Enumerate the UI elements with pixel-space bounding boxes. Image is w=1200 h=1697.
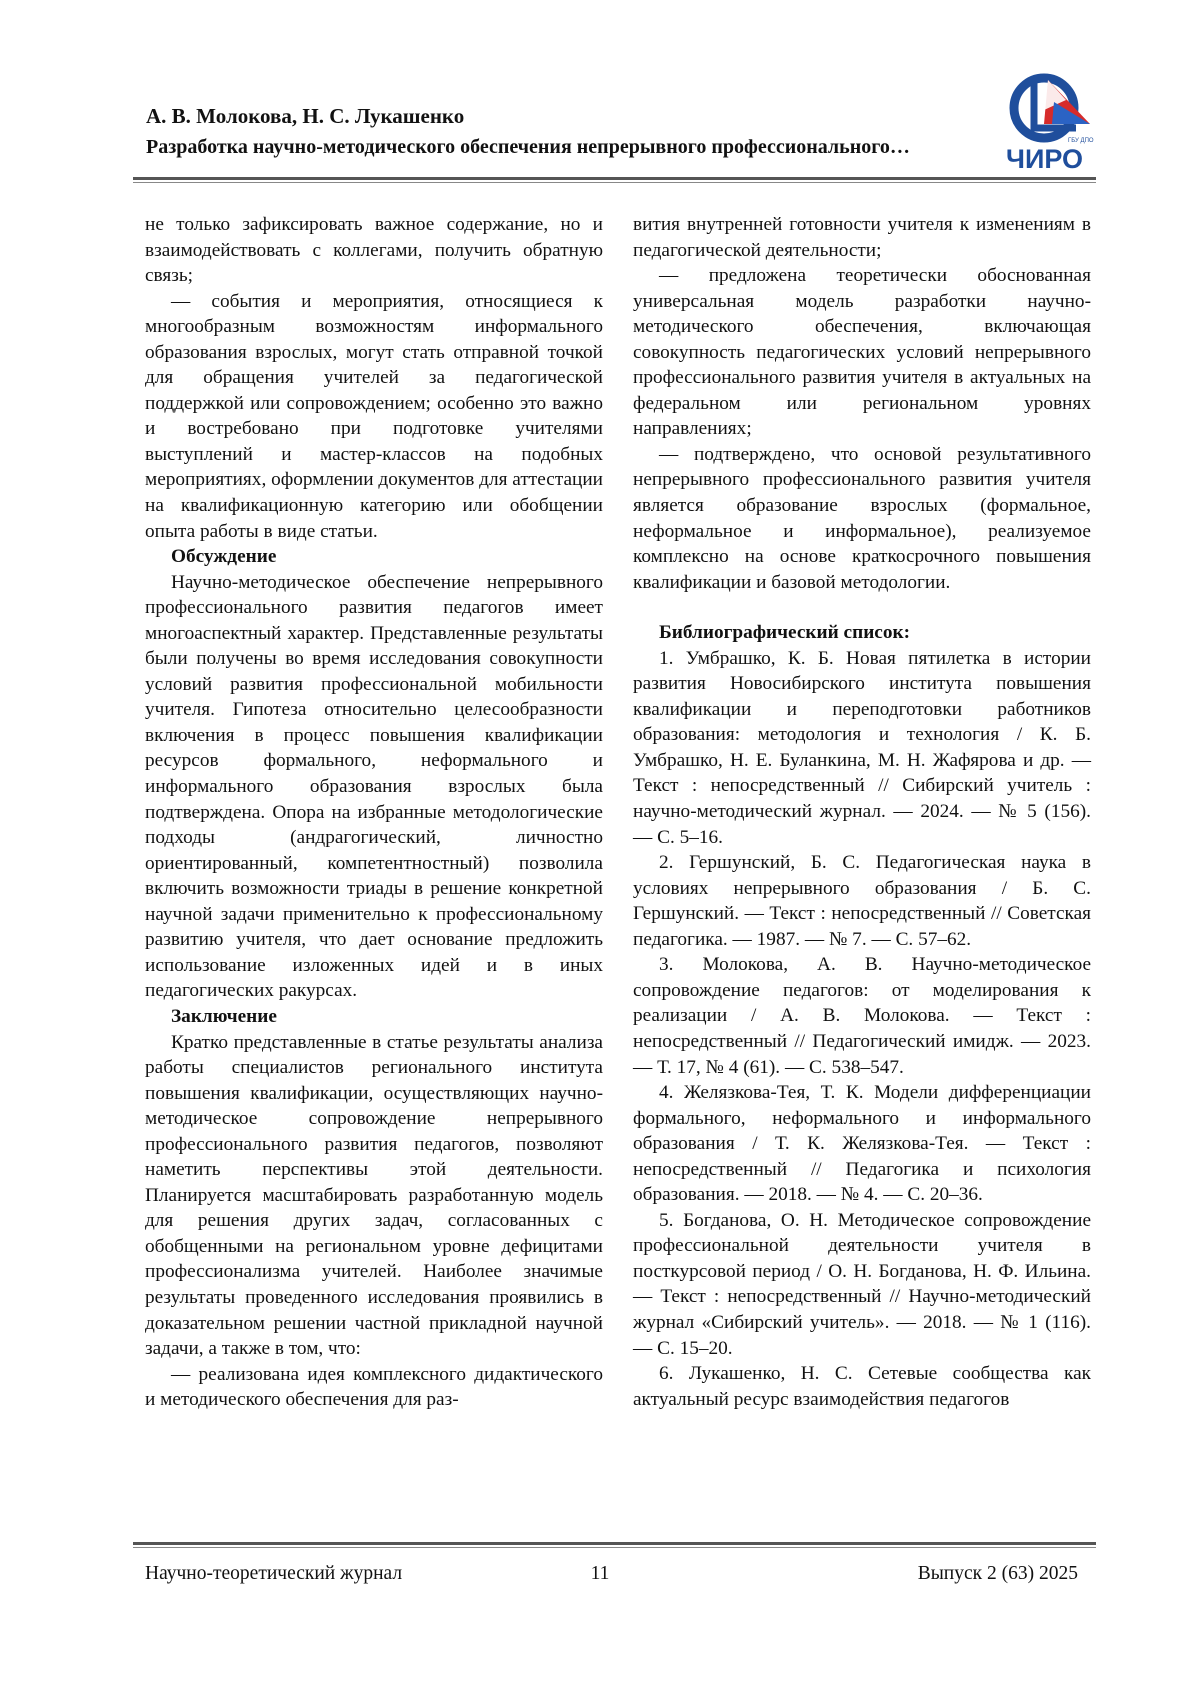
logo-text: ЧИРО <box>1006 144 1084 174</box>
footer-journal: Научно-теоретический журнал <box>145 1563 403 1584</box>
paragraph: Кратко представленные в статье результаты анализа работы специалистов регионального института повышения квалификации, осуществляющих научно-методическое сопровождение непрерывного профессионального развития педагогов, позволяют наметить перспективы этой деятельности. Планируется масштабировать разработанную модель для решения других задач, согласованных с обобщенными на региональном уровне дефицитами профессионализма учителей. Наиболее значимые результаты проведенного исследования проявились в доказательном решении частной прикладной научной задачи, а также в том, что: <box>145 1031 603 1360</box>
section-heading: Библиографический список: <box>659 622 911 644</box>
paragraph: 3. Молокова, А. В. Научно-методическое сопровождение педагогов: от моделирования к реализации / А. В. Молокова. — Текст : непосредственный // Педагогический имидж. — 2023. — Т. 17, № 4 (61). — С. 538–547. <box>633 954 1091 1078</box>
paragraph: Научно-методическое обеспечение непрерывного профессионального развития педагогов имеет многоаспектный характер. Представленные результаты были получены во время исследования совокупности условий развития профессиональной мобильности учителя. Гипотеза относительно целесообразности включения в процесс повышения квалификации ресурсов формального, неформального и информального образования взрослых была подтверждена. Опора на избранные методологические подходы (андрагогический, личностно ориентированный, компетентностный) позволила включить возможности триады в решение конкретной научной задачи применительно к профессиональному развитию учителя, что дает основание предложить использование изложенных идей и в иных педагогических ракурсах. <box>145 571 603 1002</box>
header-rule-thin <box>133 182 1096 183</box>
paragraph: — реализована идея комплексного дидактического и методического обеспечения для раз- <box>145 1363 603 1411</box>
paragraph: 4. Желязкова-Тея, Т. К. Модели дифференциации формального, неформального и информального образования / Т. К. Желязкова-Тея. — Текст : непосредственный // Педагогика и психология образования. — 2018. — № 4. — С. 20–36. <box>633 1082 1091 1206</box>
paragraph: 5. Богданова, О. Н. Методическое сопровождение профессиональной деятельности учителя в посткурсовой период / О. Н. Богданова, Н. Ф. Ильина. — Текст : непосредственный // Научно-методический журнал «Сибирский учитель». — 2018. — № 1 (116). — С. 15–20. <box>633 1209 1091 1359</box>
spacer <box>633 595 1091 620</box>
paragraph: 2. Гершунский, Б. С. Педагогическая наука в условиях непрерывного образования / Б. С. Гершунский. — Текст : непосредственный // Советская педагогика. — 1987. — № 7. — С. 57–62. <box>633 852 1091 950</box>
paragraph: 6. Лукашенко, Н. С. Сетевые сообщества как актуальный ресурс взаимодействия педагогов <box>633 1363 1091 1410</box>
left-column <box>145 212 603 1413</box>
right-column <box>633 212 1091 1412</box>
header-authors: А. В. Молокова, Н. С. Лукашенко <box>146 104 465 128</box>
footer-page-number: 11 <box>590 1563 610 1584</box>
header-title: Разработка научно-методического обеспечения непрерывного профессионального… <box>146 136 910 158</box>
logo-small-text: ГБУ ДПО <box>1068 138 1094 144</box>
footer-rule-thin <box>133 1547 1096 1548</box>
paragraph: — подтверждено, что основой результативного непрерывного профессионального развития учителя является образование взрослых (формальное, неформальное и информальное), реализуемое комплексно на основе краткосрочного повышения квалификации и базовой методологии. <box>633 443 1091 593</box>
paragraph: — события и мероприятия, относящиеся к многообразным возможностям информального образования взрослых, могут стать отправной точкой для обращения учителей за педагогической поддержкой или сопровождением; особенно это важно и востребовано при подготовке учителями выступлений и мастер-классов на подобных мероприятиях, оформлении документов для аттестации на квалификационную категорию или обобщении опыта работы в виде статьи. <box>145 290 603 542</box>
section-heading: Обсуждение <box>171 546 277 568</box>
paragraph-continuation: не только зафиксировать важное содержание, но и взаимодействовать с коллегами, получить обратную связь; <box>145 214 603 287</box>
paragraph: — предложена теоретически обоснованная универсальная модель разработки научно-методического обеспечения, включающая совокупность педагогических условий непрерывного профессионального развития учителя в актуальных на федеральном или региональном уровнях направлениях; <box>633 265 1091 440</box>
paragraph-continuation: вития внутренней готовности учителя к изменениям в педагогической деятельности; <box>633 214 1091 261</box>
footer-rule <box>133 1542 1096 1545</box>
footer-issue: Выпуск 2 (63) 2025 <box>917 1563 1078 1584</box>
chiro-logo-icon <box>1004 70 1094 174</box>
section-heading: Заключение <box>171 1005 277 1027</box>
header-rule <box>133 177 1096 180</box>
paragraph: 1. Умбрашко, К. Б. Новая пятилетка в истории развития Новосибирского института повышения квалификации и переподготовки работников образования: методология и технология / К. Б. Умбрашко, Н. Е. Буланкина, М. Н. Жафярова и др. — Текст : непосредственный // Сибирский учитель : научно-методический журнал. — 2024. — № 5 (156). — С. 5–16. <box>633 647 1091 848</box>
